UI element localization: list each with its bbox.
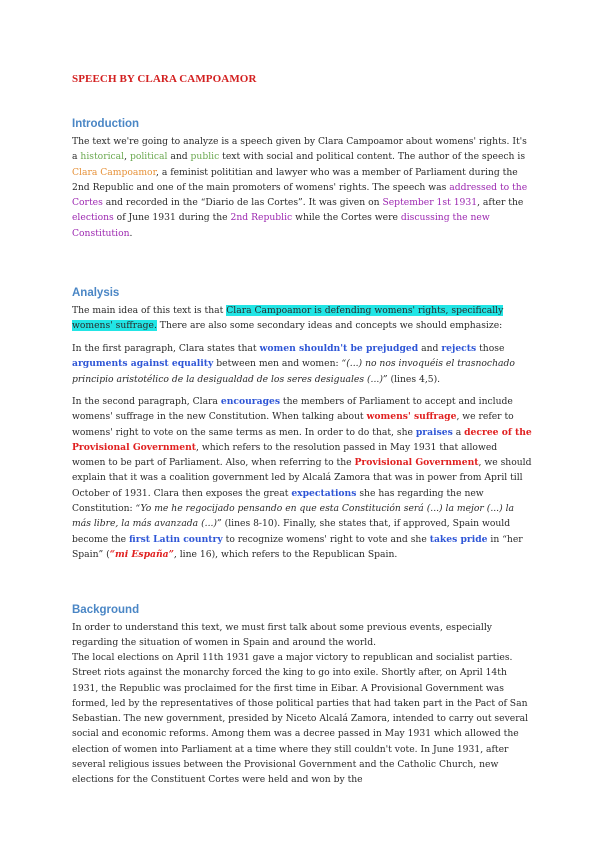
- intro-text: and: [167, 151, 191, 163]
- intro-discussing: discussing the new Constitution: [72, 212, 490, 239]
- analysis-text: , which refers to the resolution passed in May 1931 that allowed women to be part of Parliament. Also, when referring to the: [72, 441, 498, 469]
- intro-political: political: [129, 151, 168, 163]
- analysis-term: first Latin country: [129, 533, 223, 545]
- analysis-term: arguments against equality: [72, 358, 214, 370]
- analysis-paragraph-3: [72, 394, 532, 562]
- intro-text: .: [129, 227, 133, 239]
- analysis-text: The main idea of this text is that: [72, 305, 227, 316]
- analysis-quote: “Yo me he regocijado pensando en que esta Constitución será (...) la mejor (...) la más libre, la más avanzada (...)”: [72, 503, 515, 530]
- intro-text: , after the: [477, 197, 524, 209]
- analysis-text: (lines 8-10). Finally, she states that, if approved, Spain would become the: [72, 518, 511, 545]
- analysis-quote: “(...) no nos invoquéis el trasnochado principio aristotélico de la desigualdad de los seres desiguales (...)”: [72, 358, 515, 385]
- analysis-term: encourages: [220, 396, 281, 407]
- intro-text: The text we're going to analyze is a speech given by Clara Campoamor about womens' rights. It's a: [72, 136, 527, 163]
- analysis-text: a: [452, 426, 465, 438]
- intro-historical: historical: [80, 151, 125, 163]
- analysis-text: In the first paragraph, Clara states that: [72, 343, 260, 354]
- analysis-term: Provisional Government: [354, 457, 479, 469]
- intro-text: while the Cortes were: [292, 212, 401, 224]
- intro-text: ,: [124, 151, 130, 163]
- background-heading: Background: [72, 604, 140, 616]
- intro-text: and recorded in the “Diario de las Cortes”. It was given on: [102, 197, 383, 209]
- analysis-text: the members of Parliament to accept and include womens' suffrage in the new Constitution. When talking about: [72, 396, 513, 423]
- analysis-text: in “her Spain” (: [72, 533, 523, 560]
- analysis-text: (lines 4,5).: [387, 373, 441, 385]
- analysis-term: takes pride: [429, 533, 488, 545]
- analysis-term: women shouldn't be prejudged: [259, 343, 419, 354]
- analysis-text: In the second paragraph, Clara: [72, 396, 221, 407]
- intro-addressed: addressed to the Cortes: [72, 181, 528, 209]
- analysis-text: , we refer to womens' right to vote on the same terms as men. In order to do that, she: [72, 411, 514, 438]
- analysis-text: There are also some secondary ideas and concepts we should emphasize:: [156, 320, 503, 332]
- introduction-paragraph: [72, 134, 532, 241]
- analysis-paragraph-1: [72, 303, 532, 334]
- analysis-text: , we should explain that it was a coalition government led by Alcalá Zamora that was in power from April till October of 1931. Clara then exposes the great: [72, 457, 532, 499]
- analysis-heading: Analysis: [72, 287, 120, 299]
- analysis-term: rejects: [441, 343, 477, 354]
- intro-text: of June 1931 during the: [113, 212, 231, 224]
- intro-public: public: [190, 151, 220, 163]
- intro-republic: 2nd Republic: [230, 212, 293, 224]
- analysis-term: womens' suffrage: [366, 411, 457, 423]
- introduction-heading: Introduction: [72, 118, 140, 130]
- intro-elections: elections: [72, 212, 114, 224]
- intro-text: text with social and political content. The author of the speech is: [219, 151, 526, 163]
- analysis-text: and: [418, 343, 442, 354]
- intro-text: , a feminist polititian and lawyer who was a member of Parliament during the 2nd Republic and one of the main promoters of womens' rights. The speech was: [72, 166, 518, 193]
- intro-author: Clara Campoamor: [72, 166, 156, 178]
- analysis-main-idea: Clara Campoamor is defending womens' rights, specifically womens' suffrage.: [72, 305, 504, 332]
- analysis-text: , line 16), which refers to the Republican Spain.: [173, 548, 398, 560]
- analysis-text: those: [476, 343, 505, 354]
- analysis-text: between men and women:: [213, 358, 342, 370]
- analysis-term: decree of the Provisional Government: [72, 426, 532, 453]
- intro-date: September 1st 1931: [382, 197, 478, 209]
- analysis-term: expectations: [291, 487, 357, 499]
- analysis-text: to recognize womens' right to vote and she: [222, 533, 430, 545]
- background-paragraph-2: The local elections on April 11th 1931 gave a major victory to republican and socialist parties. Street riots against the monarchy forced the king to go into exile. Shortly after, on April 14th 1931, the Republic was proclaimed for the first time in Eibar. A Provisional Government was formed, led by the representatives of those political parties that had taken part in the Pact of San Sebastian. The new government, presided by Niceto Alcalá Zamora, intended to carry out several social and economic reforms. Among them was a decree passed in May 1931 which allowed the election of women into Parliament at a time where they still couldn't vote. In June 1931, after several religious issues between the Provisional Government and the Catholic Church, new elections for the Constituent Cortes were held and won by the: [72, 652, 529, 786]
- analysis-term: “mi España”: [109, 548, 174, 560]
- analysis-paragraph-2: [72, 341, 532, 387]
- document-title: SPEECH BY CLARA CAMPOAMOR: [72, 73, 257, 85]
- background-paragraph-1: In order to understand this text, we must first talk about some previous events, especially regarding the situation of women in Spain and around the world.: [72, 622, 492, 649]
- analysis-text: she has regarding the new Constitution:: [72, 487, 484, 515]
- analysis-term: praises: [415, 426, 453, 438]
